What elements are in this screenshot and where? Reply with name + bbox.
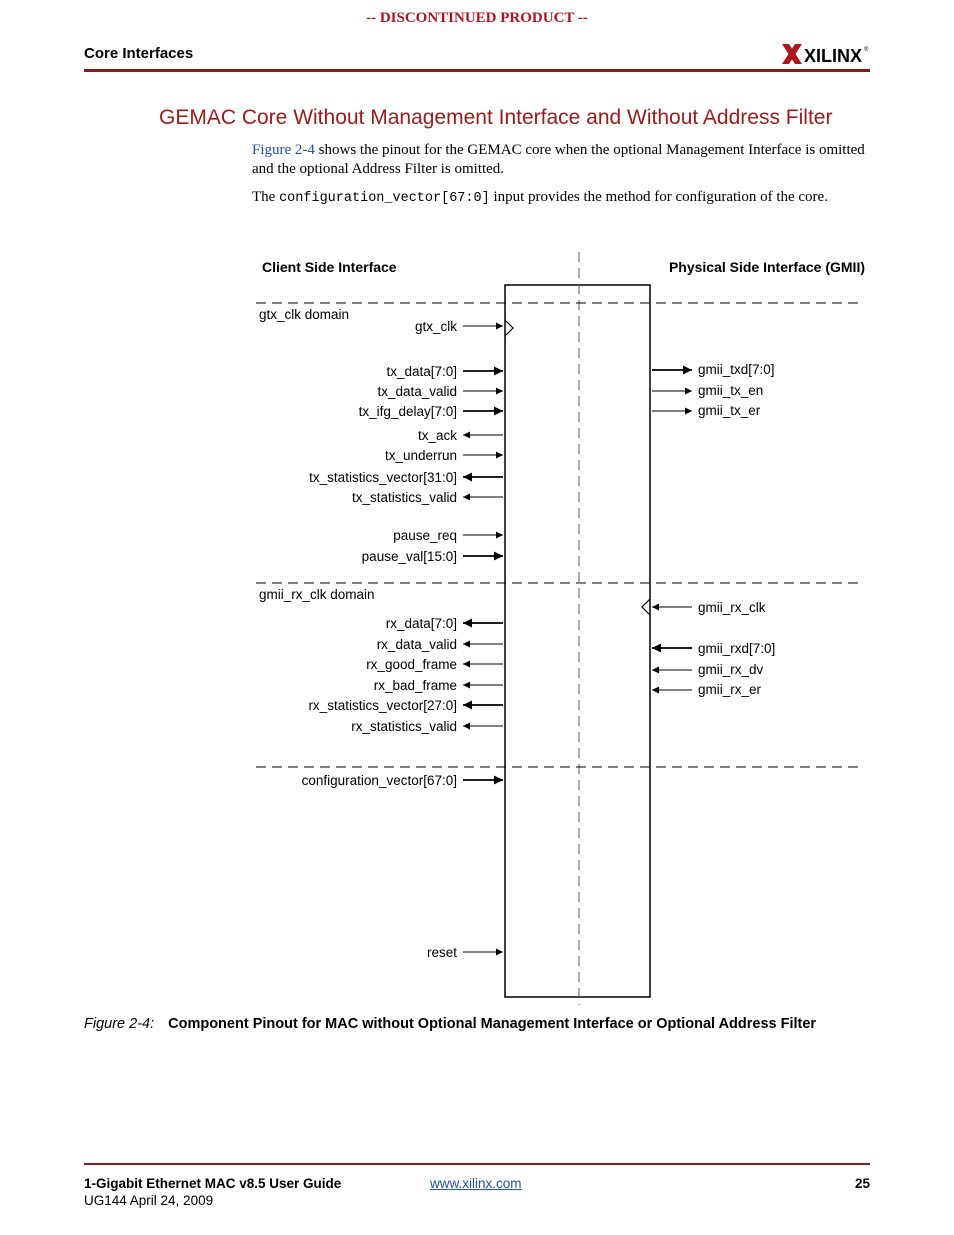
pin-rx-data-valid: [377, 637, 503, 652]
gtx-clk-domain-label: gtx_clk domain: [259, 307, 350, 322]
paragraph-intro-text: shows the pinout for the GEMAC core when the optional Management Interface is omitted and the optional Address Filter is omitted.: [252, 142, 865, 177]
pin-gmii-tx-en: [652, 383, 763, 398]
client-side-label: Client Side Interface: [262, 259, 397, 275]
svg-text:gmii_txd[7:0]: gmii_txd[7:0]: [698, 362, 775, 377]
caption-label: Figure 2-4:: [84, 1016, 155, 1032]
header-section-title: Core Interfaces: [84, 45, 194, 62]
pin-gmii-rx-er: [652, 682, 762, 697]
logo-text: XILINX: [804, 46, 863, 66]
pin-tx-statistics-vector: [309, 470, 503, 485]
footer-website-link[interactable]: www.xilinx.com: [430, 1176, 522, 1191]
svg-text:rx_statistics_vector[27:0]: rx_statistics_vector[27:0]: [308, 698, 457, 713]
gtx-clk-edge-icon: [505, 320, 513, 336]
gemac-core-block: [505, 285, 650, 997]
svg-text:rx_data_valid: rx_data_valid: [376, 637, 457, 652]
logo-trademark: ®: [864, 47, 869, 53]
pin-gmii-rxd: [652, 641, 775, 656]
footer-doc-id: UG144 April 24, 2009: [84, 1193, 214, 1208]
section-heading: GEMAC Core Without Management Interface and Without Address Filter: [159, 106, 833, 129]
pin-reset: [427, 945, 503, 960]
pin-gmii-rx-dv: [652, 662, 764, 677]
pin-rx-bad-frame: [374, 678, 503, 693]
svg-text:pause_req: pause_req: [393, 528, 457, 543]
rx-clk-domain-label: gmii_rx_clk domain: [259, 587, 375, 602]
svg-text:tx_underrun: tx_underrun: [384, 448, 457, 463]
pin-gtx-clk: [415, 319, 503, 334]
svg-text:tx_statistics_vector[31:0]: tx_statistics_vector[31:0]: [309, 470, 457, 485]
svg-text:rx_statistics_valid: rx_statistics_valid: [351, 719, 457, 734]
svg-text:pause_val[15:0]: pause_val[15:0]: [361, 549, 457, 564]
discontinued-banner: -- DISCONTINUED PRODUCT --: [366, 10, 588, 26]
pin-tx-data: [386, 364, 503, 379]
svg-text:gtx_clk: gtx_clk: [414, 319, 457, 334]
config-vector-code: configuration_vector[67:0]: [279, 191, 490, 206]
pin-gmii-tx-er: [652, 403, 761, 418]
svg-text:gmii_rxd[7:0]: gmii_rxd[7:0]: [698, 641, 776, 656]
svg-text:gmii_rx_er: gmii_rx_er: [698, 682, 762, 697]
pin-gmii-rx-clk: [652, 600, 766, 615]
page-number: 25: [854, 1176, 870, 1191]
svg-text:tx_ack: tx_ack: [417, 428, 457, 443]
svg-text:gmii_rx_clk: gmii_rx_clk: [698, 600, 766, 615]
figure-caption: [84, 1016, 870, 1032]
paragraph-config-post: input provides the method for configuration of the core.: [489, 189, 828, 205]
rx-clk-edge-icon: [642, 599, 650, 615]
svg-text:tx_ifg_delay[7:0]: tx_ifg_delay[7:0]: [358, 404, 457, 419]
svg-text:tx_data[7:0]: tx_data[7:0]: [386, 364, 457, 379]
svg-text:configuration_vector[67:0]: configuration_vector[67:0]: [301, 773, 457, 788]
caption-text: Component Pinout for MAC without Optional Management Interface or Optional Address Filter: [168, 1016, 817, 1032]
footer-guide-title: 1-Gigabit Ethernet MAC v8.5 User Guide: [84, 1176, 342, 1191]
pin-tx-data-valid: [377, 384, 503, 399]
pin-tx-underrun: [385, 448, 503, 463]
physical-side-label: Physical Side Interface (GMII): [668, 259, 865, 275]
paragraph-config-pre: The: [252, 189, 280, 205]
svg-text:gmii_rx_dv: gmii_rx_dv: [698, 662, 764, 677]
pin-rx-good-frame: [366, 657, 503, 672]
pin-tx-ifg-delay: [359, 404, 503, 419]
svg-text:gmii_tx_en: gmii_tx_en: [698, 383, 764, 398]
pin-tx-statistics-valid: [352, 490, 503, 505]
svg-text:tx_statistics_valid: tx_statistics_valid: [351, 490, 457, 505]
footer-rule: [84, 1163, 870, 1165]
svg-text:rx_bad_frame: rx_bad_frame: [373, 678, 457, 693]
pin-tx-ack: [418, 428, 503, 443]
svg-text:rx_good_frame: rx_good_frame: [366, 657, 457, 672]
pin-gmii-txd: [652, 362, 775, 377]
svg-text:reset: reset: [426, 945, 457, 960]
pin-configuration-vector: [302, 773, 503, 788]
pin-rx-data: [386, 616, 503, 631]
svg-text:gmii_tx_er: gmii_tx_er: [698, 403, 761, 418]
pin-rx-statistics-vector: [308, 698, 503, 713]
pin-rx-statistics-valid: [351, 719, 503, 734]
pin-pause-req: [393, 528, 503, 543]
svg-text:tx_data_valid: tx_data_valid: [377, 384, 457, 399]
svg-text:rx_data[7:0]: rx_data[7:0]: [385, 616, 457, 631]
pin-pause-val: [362, 549, 503, 564]
figure-link[interactable]: Figure 2-4: [252, 142, 315, 158]
